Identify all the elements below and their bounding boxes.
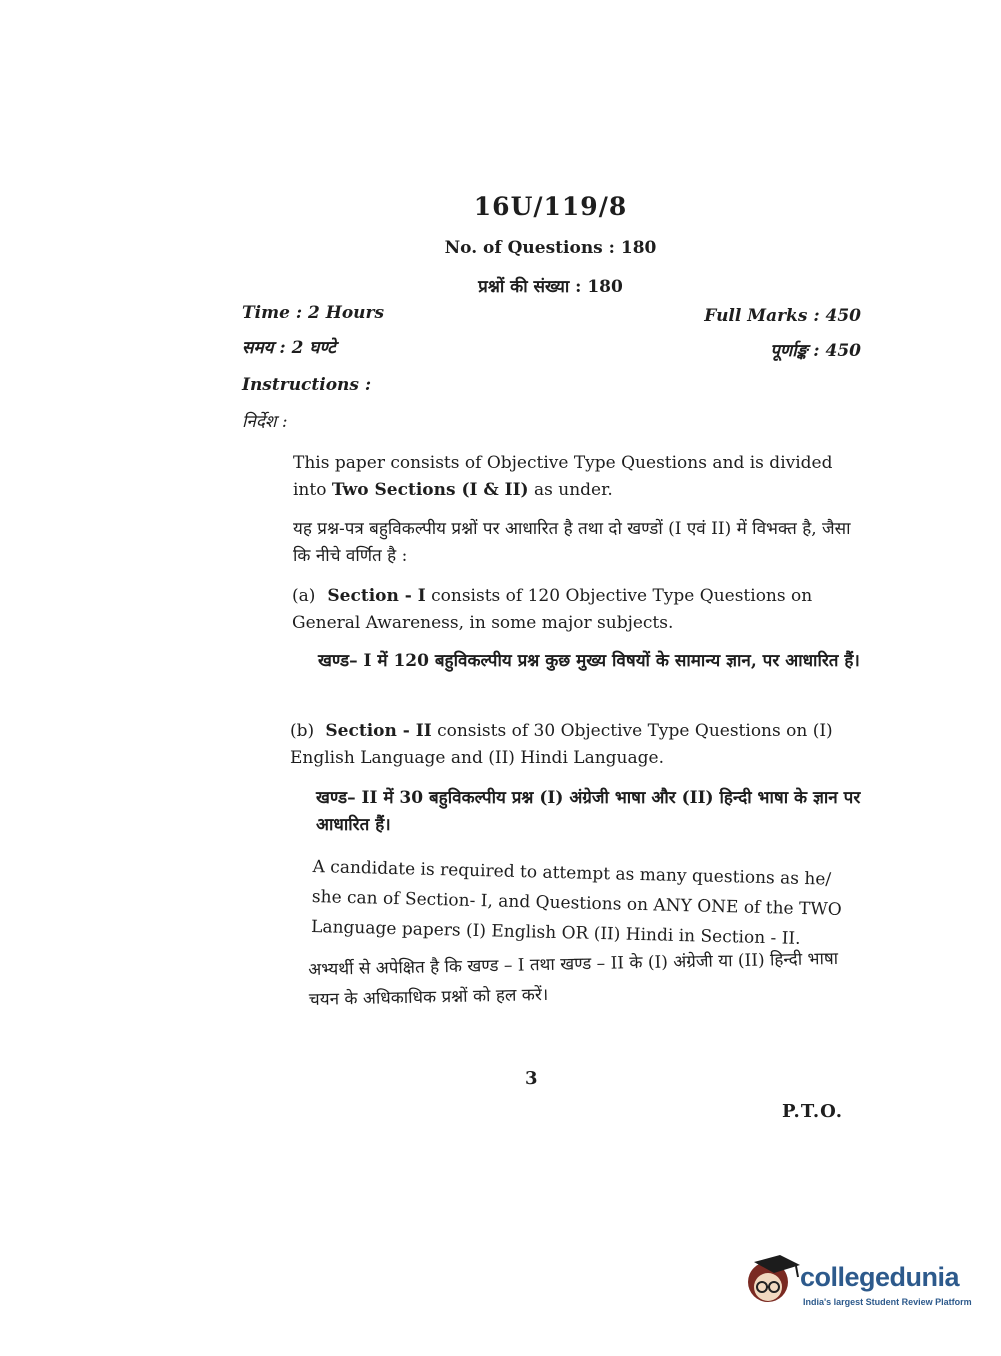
candidate-instruction-en: A candidate is required to attempt as many questions as he/ she can of Section- I, and Questions on ANY ONE of the TWO Language papers (I) English OR (II) Hindi in Section - II. [310, 856, 842, 949]
intro-sections: Two Sections (I & II) [331, 480, 529, 500]
time-en: Time : 2 Hours [242, 303, 385, 323]
intro-paragraph-hi: यह प्रश्न-पत्र बहुविकल्पीय प्रश्नों पर आधारित है तथा दो खण्डों (I एवं II) में विभक्त है, जैसा कि नीचे वर्णित है : [293, 519, 851, 566]
brand-name: collegedunia [800, 1262, 960, 1292]
page-number: 3 [525, 1068, 538, 1089]
instructions-heading-hi: निर्देश : [242, 412, 288, 432]
section-i-item-hi: खण्ड– I में 120 बहुविकल्पीय प्रश्न कुछ मुख्य विषयों के सामान्य ज्ञान, पर आधारित हैं। [318, 651, 860, 671]
item-a-label: (a) [292, 586, 316, 606]
item-a-text: consists of 120 Objective Type Questions on General Awareness, in some major subjects. [292, 586, 813, 633]
paper-code: 16U/119/8 [473, 192, 628, 221]
item-b-text: consists of 30 Objective Type Questions on (I) English Language and (II) Hindi Language. [290, 721, 833, 768]
question-count-hi: प्रश्नों की संख्या : 180 [478, 277, 623, 297]
item-a-section: Section - I [327, 586, 426, 606]
brand-tagline: India's largest Student Review Platform [803, 1297, 972, 1307]
item-b-section: Section - II [325, 721, 432, 741]
time-hi: समय : 2 घण्टे [242, 338, 336, 358]
section-ii-item-hi: खण्ड– II में 30 बहुविकल्पीय प्रश्न (I) अंग्रेजी भाषा और (II) हिन्दी भाषा के ज्ञान पर आधारित हैं। [316, 788, 861, 835]
instructions-heading-en: Instructions : [242, 375, 372, 395]
candidate-instruction-hi: अभ्यर्थी से अपेक्षित है कि खण्ड – I तथा खण्ड – II के (I) अंग्रेजी या (II) हिन्दी भाषा चयन के अधिकाधिक प्रश्नों को हल करें। [308, 948, 839, 1010]
pto-label: P.T.O. [782, 1101, 844, 1122]
full-marks-hi: पूर्णाङ्क : 450 [770, 341, 861, 361]
intro-paragraph-en [293, 450, 863, 504]
full-marks-en: Full Marks : 450 [704, 306, 861, 326]
section-i-item [292, 583, 862, 637]
intro-text-c: as under. [534, 480, 613, 500]
section-ii-item [290, 718, 860, 772]
question-count-en: No. of Questions : 180 [444, 238, 657, 258]
item-b-label: (b) [290, 721, 315, 741]
intro-text-a: This paper consists of Objective Type Questions and is divided into [293, 453, 833, 500]
